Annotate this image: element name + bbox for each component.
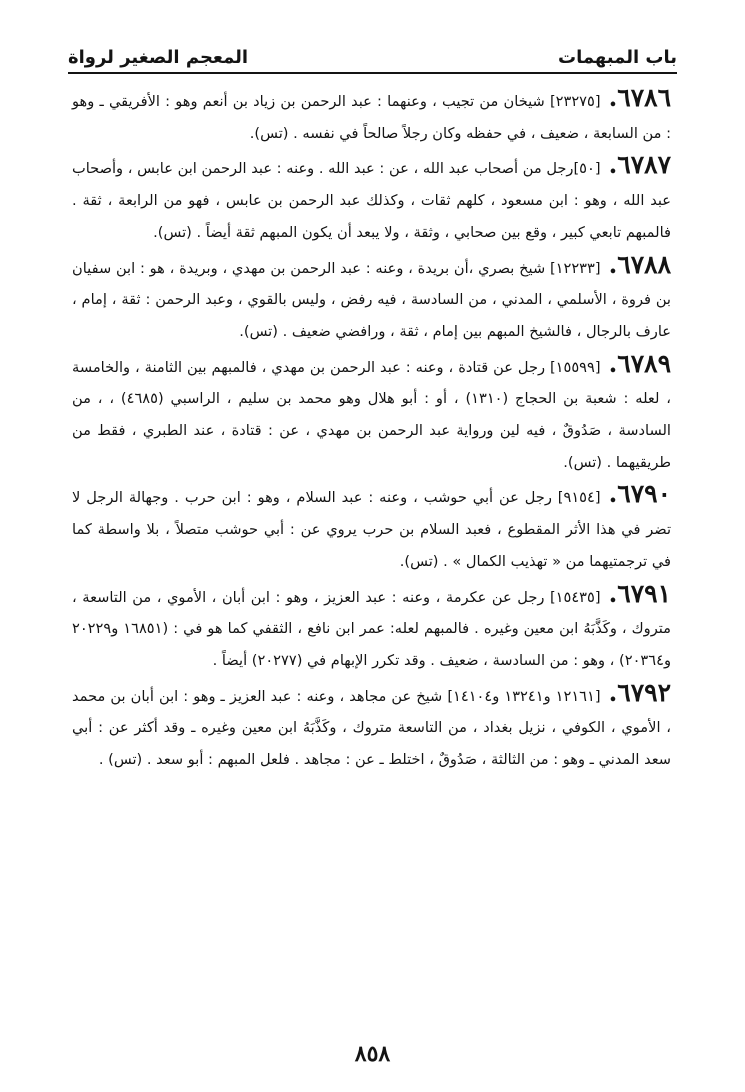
entry-text: [١٢١٦١ و١٣٢٤١ و١٤١٠٤] شيخ عن مجاهد ، وعنه : عبد العزيز ـ وهو : ابن أبان بن محمد ، الأموي ، الكوفي ، نزيل بغداد ، من التاسعة متروك ، وكَذَّبَهُ ابن معين وغيره ـ وقد أكثر عن : أبي سعد المدني ـ وهو : من الثالثة ، صَدُوقٌ ، اختلط ـ عن : مجاهد . فلعل المبهم : أبو سعد . (تس) . — [72, 687, 671, 769]
entry-text: [١٥٥٩٩] رجل عن قتادة ، وعنه : عبد الرحمن بن مهدي ، فالمبهم بين الثامنة ، والخامسة ، لعله : شعبة بن الحجاج (١٣١٠) ، أو : أبو هلال وهو محمد بن سليم ، الراسبي (٤٦٨٥) ، ، من السادسة ، صَدُوقٌ ، فيه لين ورواية عبد الرحمن بن مهدي ، عن : قتادة ، عند الطبري ، فقط من طريقيهما . (تس). — [72, 358, 671, 471]
page-body — [72, 82, 671, 776]
entry-text: [١٥٤٣٥] رجل عن عكرمة ، وعنه : عبد العزيز ، وهو : ابن أبان ، الأموي ، من التاسعة ، متروك ، وكَذَّبَهُ ابن معين وغيره . فالمبهم لعله: عمر ابن نافع ، الثقفي كما هو في : (١٦٨٥١ و٢٠٢٢٩ و٢٠٣٦٤) ، وهو : من السادسة ، ضعيف . وقد تكرر الإبهام في (٢٠٢٧٧) أيضاً . — [72, 588, 671, 669]
header-rule — [68, 72, 677, 74]
entry-6791 — [72, 578, 671, 677]
entry-number: ٦٧٨٧. — [608, 150, 671, 180]
entry-text: [١٢٢٣٣] شيخ بصري ،أن بريدة ، وعنه : عبد الرحمن بن مهدي ، وبريدة ، هو : ابن سفيان بن فروة ، الأسلمي ، المدني ، من السادسة ، فيه رفض ، وليس بالقوي ، وعبد الرحمن : ثقة ، إمام ، عارف بالرجال ، فالشيخ المبهم بين إمام ، ثقة ، ورافضي ضعيف . (تس). — [72, 259, 671, 340]
entry-number: ٦٧٩١. — [608, 578, 671, 608]
entry-6790 — [72, 478, 671, 577]
book-title: المعجم الصغير لرواة — [68, 47, 249, 68]
entry-number: ٦٧٩٠. — [608, 479, 671, 509]
entry-text: [٩١٥٤] رجل عن أبي حوشب ، وعنه : عبد السلام ، وهو : ابن حرب . وجهالة الرجل لا تضر في هذا الأثر المقطوع ، فعبد السلام بن حرب يروي عن : أبي حوشب متصلاً ، بلا واسطة كما في ترجمتيهما من « تهذيب الكمال » . (تس). — [72, 489, 671, 570]
entry-6792 — [72, 677, 671, 776]
entry-number: ٦٧٩٢. — [608, 677, 672, 707]
entry-6788 — [72, 249, 671, 348]
section-title: باب المبهمات — [557, 47, 677, 68]
entry-number: ٦٧٨٦. — [608, 83, 671, 112]
entry-text: [٢٣٢٧٥] شيخان من تجيب ، وعنهما : عبد الرحمن بن زياد بن أنعم وهو : الأفريقي ـ وهو : من السابعة ، ضعيف ، في حفظه وكان رجلاً صالحاً في نفسه . (تس). — [72, 93, 671, 142]
entry-6789 — [72, 348, 671, 479]
page-number: ٨٥٨ — [354, 1041, 391, 1067]
entry-number: ٦٧٨٨. — [608, 249, 671, 279]
entry-number: ٦٧٨٩. — [608, 348, 671, 378]
entry-6786 — [72, 82, 671, 149]
entry-6787 — [72, 149, 671, 248]
running-header — [68, 34, 677, 68]
entry-text: [٥٠]رجل من أصحاب عبد الله ، عن : عبد الله . وعنه : عبد الرحمن ابن عابس ، وأصحاب عبد الله ، وهو : ابن مسعود ، كلهم ثقات ، وكذلك عبد الرحمن بن عابس ، فهو من الرابعة ، ثقة . فالمبهم تابعي كبير ، وقع بين صحابي ، وثقة ، ولا يبعد أن يكون المبهم ثقة أيضاً . (تس). — [72, 160, 671, 241]
